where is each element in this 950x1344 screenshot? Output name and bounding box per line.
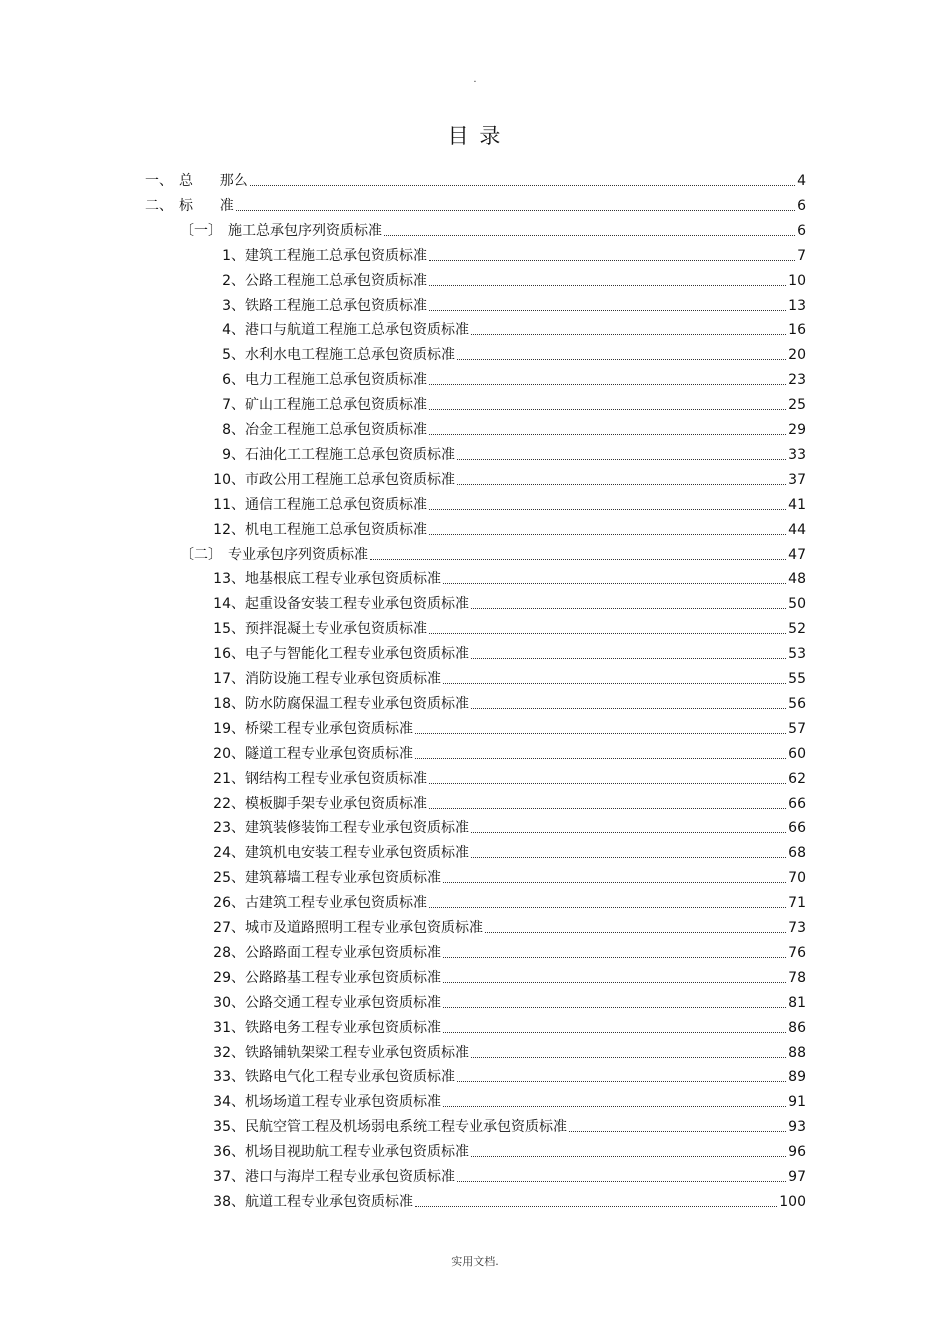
toc-entry-page: 29 [788, 422, 806, 438]
toc-entry-number: 〔二〕 [180, 546, 222, 563]
toc-entry-page: 23 [788, 372, 806, 389]
toc-entry-number: 19、 [213, 720, 245, 737]
toc-dot-leader [236, 210, 795, 211]
toc-entry[interactable] [205, 913, 806, 937]
toc-entry[interactable] [205, 1087, 806, 1111]
toc-dot-leader [569, 1131, 786, 1132]
toc-entry-page: 66 [788, 820, 806, 837]
toc-entry[interactable] [180, 540, 806, 564]
toc-entry-label: 消防设施工程专业承包资质标准 [245, 671, 441, 687]
toc-entry-label: 标 准 [179, 197, 234, 214]
toc-entry[interactable] [205, 813, 806, 837]
toc-entry-number: 13、 [213, 571, 245, 588]
toc-entry-label: 桥梁工程专业承包资质标准 [245, 720, 413, 737]
toc-entry-page: 25 [788, 397, 806, 414]
toc-dot-leader [457, 359, 786, 360]
toc-entry[interactable] [205, 664, 806, 688]
toc-entry-number: 22、 [213, 795, 245, 812]
toc-entry[interactable] [205, 1112, 806, 1136]
toc-entry-page: 96 [788, 1144, 806, 1161]
toc-dot-leader [443, 583, 786, 584]
toc-entry-page: 60 [788, 745, 806, 762]
toc-entry-page: 47 [788, 546, 806, 563]
toc-entry-label: 隧道工程专业承包资质标准 [245, 745, 413, 762]
toc-dot-leader [370, 559, 786, 560]
toc-dot-leader [471, 1156, 786, 1157]
toc-entry-label: 公路交通工程专业承包资质标准 [245, 994, 441, 1011]
toc-entry-page: 56 [788, 695, 806, 712]
toc-entry-page: 78 [788, 969, 806, 986]
toc-dot-leader [443, 683, 786, 684]
toc-entry-number: 23、 [213, 820, 245, 837]
toc-entry-number: 31、 [213, 1019, 245, 1036]
toc-entry-number: 25、 [213, 870, 245, 887]
toc-entry-number: 〔一〕 [180, 222, 222, 239]
page-title: 目 录 [447, 124, 503, 148]
toc-entry-number: 11、 [213, 496, 245, 513]
toc-entry[interactable] [205, 564, 806, 588]
toc-dot-leader [471, 1057, 786, 1058]
toc-entry-label: 铁路铺轨架梁工程专业承包资质标准 [245, 1044, 469, 1061]
toc-entry-page: 71 [788, 895, 806, 912]
toc-entry-label: 公路路面工程专业承包资质标准 [245, 944, 441, 961]
toc-dot-leader [471, 857, 786, 858]
toc-entry[interactable] [205, 764, 806, 788]
toc-entry-label: 通信工程施工总承包资质标准 [245, 496, 427, 513]
toc-entry[interactable] [205, 365, 806, 389]
toc-entry-label: 钢结构工程专业承包资质标准 [245, 770, 427, 787]
toc-entry-label: 地基根底工程专业承包资质标准 [245, 571, 441, 588]
toc-entry[interactable] [205, 1013, 806, 1037]
toc-entry-page: 91 [788, 1094, 806, 1111]
toc-entry-number: 32、 [213, 1044, 245, 1061]
toc-dot-leader [429, 409, 786, 410]
toc-dot-leader [415, 733, 786, 734]
toc-entry-page: 86 [788, 1019, 806, 1036]
toc-dot-leader [429, 633, 786, 634]
toc-entry-label: 预拌混凝土专业承包资质标准 [245, 621, 427, 638]
toc-entry-page: 66 [788, 795, 806, 812]
toc-dot-leader [457, 459, 786, 460]
toc-entry-label: 铁路电务工程专业承包资质标准 [245, 1019, 441, 1036]
toc-entry[interactable] [205, 465, 806, 489]
toc-entry-label: 总 那么 [179, 173, 248, 189]
toc-entry-number: 24、 [213, 845, 245, 862]
toc-entry-label: 施工总承包序列资质标准 [228, 222, 382, 239]
toc-dot-leader [457, 484, 786, 485]
toc-entry[interactable] [205, 689, 806, 713]
toc-entry[interactable] [205, 390, 806, 414]
toc-entry-number: 18、 [213, 695, 245, 712]
toc-entry-page: 6 [797, 222, 806, 239]
toc-entry[interactable] [205, 589, 806, 613]
toc-entry-page: 81 [788, 994, 806, 1011]
toc-entry-label: 古建筑工程专业承包资质标准 [245, 895, 427, 912]
toc-dot-leader [429, 509, 786, 510]
toc-entry[interactable] [205, 789, 806, 813]
toc-entry[interactable] [205, 440, 806, 464]
toc-entry-number: 37、 [213, 1169, 245, 1185]
header-mark: . [473, 74, 477, 85]
toc-dot-leader [471, 708, 786, 709]
toc-dot-leader [415, 758, 786, 759]
toc-entry-label: 机场场道工程专业承包资质标准 [245, 1094, 441, 1111]
toc-entry-page: 97 [788, 1169, 806, 1185]
toc-entry-page: 4 [797, 173, 806, 189]
toc-entry-number: 33、 [213, 1069, 245, 1086]
toc-entry-number: 26、 [213, 895, 245, 912]
toc-entry[interactable] [205, 739, 806, 763]
toc-entry-label: 电子与智能化工程专业承包资质标准 [245, 646, 469, 663]
toc-entry-page: 13 [788, 297, 806, 314]
toc-entry[interactable] [180, 216, 806, 240]
toc-entry[interactable] [145, 166, 806, 190]
toc-entry-label: 机场目视助航工程专业承包资质标准 [245, 1144, 469, 1161]
toc-dot-leader [471, 334, 786, 335]
toc-dot-leader [429, 384, 786, 385]
toc-entry[interactable] [205, 938, 806, 962]
toc-entry-label: 港口与海岸工程专业承包资质标准 [245, 1169, 455, 1185]
toc-entry-label: 铁路工程施工总承包资质标准 [245, 297, 427, 314]
toc-entry-label: 水利水电工程施工总承包资质标准 [245, 347, 455, 364]
toc-entry-label: 冶金工程施工总承包资质标准 [245, 422, 427, 438]
toc-entry-number: 15、 [213, 621, 245, 638]
toc-entry[interactable] [205, 1137, 806, 1161]
toc-entry-number: 12、 [213, 521, 245, 538]
toc-entry-label: 公路路基工程专业承包资质标准 [245, 969, 441, 986]
toc-entry-label: 石油化工工程施工总承包资质标准 [245, 446, 455, 463]
toc-entry-label: 铁路电气化工程专业承包资质标准 [245, 1069, 455, 1086]
toc-entry-page: 89 [788, 1069, 806, 1086]
toc-dot-leader [485, 932, 786, 933]
toc-entry[interactable] [205, 988, 806, 1012]
toc-dot-leader [429, 783, 786, 784]
toc-entry-number: 38、 [213, 1193, 245, 1210]
toc-entry[interactable] [205, 863, 806, 887]
toc-dot-leader [457, 1081, 786, 1082]
toc-entry-page: 93 [788, 1119, 806, 1136]
toc-entry-page: 50 [788, 596, 806, 613]
toc-entry-label: 公路工程施工总承包资质标准 [245, 272, 427, 289]
toc-entry[interactable] [205, 415, 806, 439]
toc-entry[interactable] [145, 191, 806, 215]
toc-entry-number: 16、 [213, 646, 245, 663]
toc-entry[interactable] [205, 515, 806, 539]
toc-entry-number: 28、 [213, 944, 245, 961]
toc-entry-label: 专业承包序列资质标准 [228, 546, 368, 563]
toc-entry-page: 48 [788, 571, 806, 588]
toc-entry-page: 76 [788, 944, 806, 961]
toc-entry[interactable] [205, 1062, 806, 1086]
toc-entry-page: 70 [788, 870, 806, 887]
toc-entry-page: 100 [779, 1193, 806, 1210]
toc-entry-number: 14、 [213, 596, 245, 613]
toc-entry[interactable] [205, 714, 806, 738]
toc-entry-number: 21、 [213, 770, 245, 787]
toc-entry-number: 2、 [222, 272, 245, 289]
toc-entry-number: 30、 [213, 994, 245, 1011]
toc-entry-number: 1、 [222, 247, 245, 264]
toc-entry-label: 民航空管工程及机场弱电系统工程专业承包资质标准 [245, 1119, 567, 1136]
toc-entry-label: 电力工程施工总承包资质标准 [245, 372, 427, 389]
toc-dot-leader [429, 285, 786, 286]
toc-entry-page: 33 [788, 446, 806, 463]
toc-entry-label: 防水防腐保温工程专业承包资质标准 [245, 695, 469, 712]
toc-entry-number: 17、 [213, 671, 245, 687]
toc-entry-label: 矿山工程施工总承包资质标准 [245, 397, 427, 414]
toc-entry-page: 73 [788, 920, 806, 936]
toc-entry-page: 62 [788, 770, 806, 787]
toc-entry-label: 模板脚手架专业承包资质标准 [245, 795, 427, 812]
toc-entry-label: 建筑装修装饰工程专业承包资质标准 [245, 820, 469, 837]
toc-dot-leader [429, 434, 786, 435]
toc-entry-number: 20、 [213, 745, 245, 762]
toc-entry-page: 52 [788, 621, 806, 638]
toc-entry[interactable] [205, 490, 806, 514]
toc-dot-leader [250, 185, 795, 186]
toc-entry[interactable] [205, 963, 806, 987]
toc-entry-number: 7、 [222, 397, 245, 414]
toc-entry-number: 5、 [222, 347, 245, 364]
toc-entry-page: 53 [788, 646, 806, 663]
toc-entry-number: 二、 [145, 197, 173, 214]
toc-entry-page: 68 [788, 845, 806, 862]
toc-entry-page: 57 [788, 720, 806, 737]
toc-dot-leader [471, 832, 786, 833]
toc-entry[interactable] [205, 266, 806, 290]
toc-entry-page: 37 [788, 471, 806, 488]
toc-entry-number: 27、 [213, 920, 245, 936]
toc-dot-leader [443, 957, 786, 958]
toc-dot-leader [429, 260, 795, 261]
toc-entry-label: 港口与航道工程施工总承包资质标准 [245, 322, 469, 339]
toc-entry-page: 16 [788, 322, 806, 339]
toc-entry-page: 44 [788, 521, 806, 538]
toc-dot-leader [443, 1007, 786, 1008]
toc-entry-page: 88 [788, 1044, 806, 1061]
toc-entry-label: 建筑机电安装工程专业承包资质标准 [245, 845, 469, 862]
toc-entry-page: 6 [797, 197, 806, 214]
toc-entry-label: 建筑幕墙工程专业承包资质标准 [245, 870, 441, 887]
toc-entry-number: 4、 [222, 322, 245, 339]
toc-entry-number: 8、 [222, 422, 245, 438]
toc-dot-leader [415, 1206, 777, 1207]
toc-entry-number: 34、 [213, 1094, 245, 1111]
toc-entry[interactable] [205, 340, 806, 364]
toc-entry-label: 市政公用工程施工总承包资质标准 [245, 471, 455, 488]
page-footer: 实用文档. [451, 1255, 499, 1268]
toc-entry-number: 36、 [213, 1144, 245, 1161]
toc-entry-page: 10 [788, 272, 806, 289]
toc-dot-leader [384, 235, 795, 236]
toc-entry[interactable] [205, 291, 806, 315]
toc-dot-leader [471, 658, 786, 659]
toc-entry-label: 城市及道路照明工程专业承包资质标准 [245, 920, 483, 936]
toc-entry-page: 41 [788, 496, 806, 513]
toc-dot-leader [443, 1106, 786, 1107]
toc-dot-leader [429, 808, 786, 809]
toc-entry-page: 20 [788, 347, 806, 364]
toc-entry-page: 7 [797, 247, 806, 264]
toc-entry-number: 一、 [145, 173, 173, 189]
toc-entry[interactable] [205, 614, 806, 638]
toc-dot-leader [443, 1032, 786, 1033]
toc-entry-number: 35、 [213, 1119, 245, 1136]
toc-entry[interactable] [205, 241, 806, 265]
toc-dot-leader [457, 1181, 786, 1182]
toc-dot-leader [471, 608, 786, 609]
toc-entry-label: 起重设备安装工程专业承包资质标准 [245, 596, 469, 613]
toc-entry-label: 建筑工程施工总承包资质标准 [245, 247, 427, 264]
toc-entry[interactable] [205, 1038, 806, 1062]
toc-dot-leader [443, 982, 786, 983]
toc-entry[interactable] [205, 838, 806, 862]
toc-dot-leader [429, 534, 786, 535]
toc-entry-number: 9、 [222, 446, 245, 463]
toc-entry-page: 55 [788, 671, 806, 687]
toc-entry[interactable] [205, 315, 806, 339]
toc-entry-label: 航道工程专业承包资质标准 [245, 1193, 413, 1210]
toc-dot-leader [429, 310, 786, 311]
toc-entry-number: 29、 [213, 969, 245, 986]
toc-entry-number: 6、 [222, 372, 245, 389]
toc-entry-number: 3、 [222, 297, 245, 314]
toc-entry-label: 机电工程施工总承包资质标准 [245, 521, 427, 538]
toc-dot-leader [429, 907, 786, 908]
toc-entry[interactable] [205, 1187, 806, 1211]
toc-entry[interactable] [205, 639, 806, 663]
toc-entry-number: 10、 [213, 471, 245, 488]
toc-entry[interactable] [205, 1162, 806, 1186]
toc-entry[interactable] [205, 888, 806, 912]
toc-dot-leader [443, 882, 786, 883]
